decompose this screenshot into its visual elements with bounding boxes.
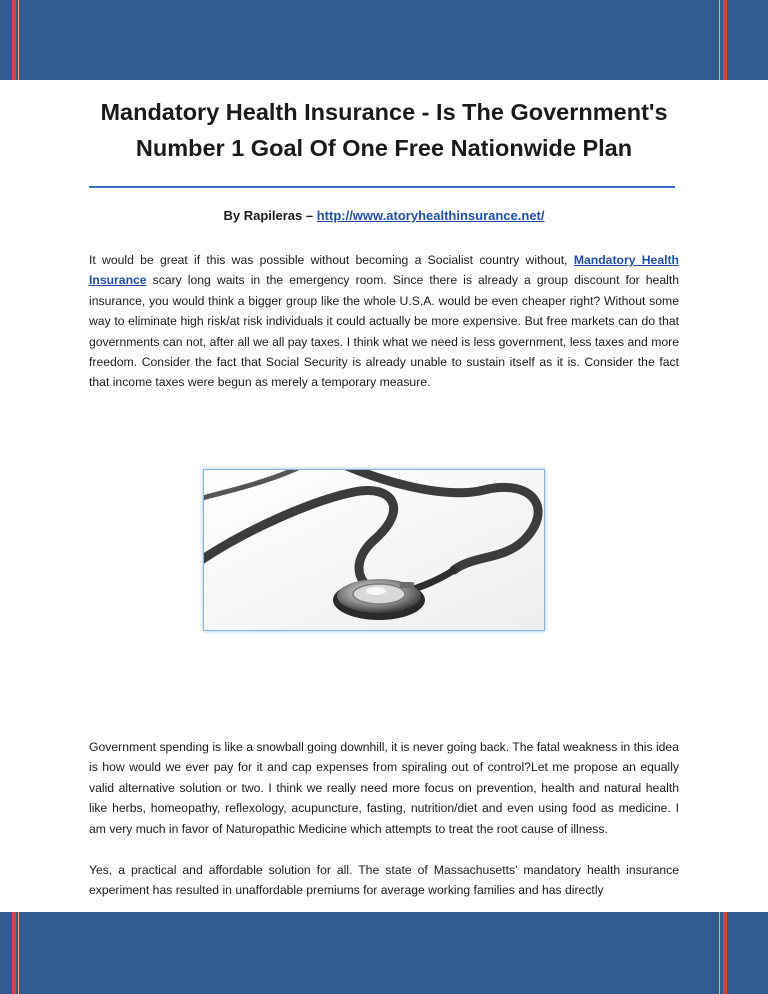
- paragraph-3: Yes, a practical and affordable solution for all. The state of Massachusetts' mandatory health insurance experiment has resulted in unaffordable premiums for average working families and has directly: [89, 863, 679, 898]
- header-stripe-right-thin: [719, 0, 720, 80]
- paragraph-1: [89, 250, 679, 393]
- byline: [89, 208, 679, 223]
- byline-author: By Rapileras –: [223, 208, 317, 223]
- byline-link[interactable]: http://www.atoryhealthinsurance.net/: [316, 208, 545, 223]
- footer-stripe-left-thin: [18, 912, 19, 994]
- paragraph-1-rest: scary long waits in the emergency room. Since there is already a group discount for health insurance, you would think a bigger group like the whole U.S.A. would be even cheaper right? Without some way to eliminate high risk/at risk individuals it could actually be more expensive. But free markets can do that governments can not, after all we all pay taxes. I think what we need is less government, less taxes and more freedom. Consider the fact that Social Security is already unable to sustain itself as it is. Consider the fact that income taxes were begun as merely a temporary measure.: [89, 273, 679, 390]
- page-title: Mandatory Health Insurance - Is The Government's Number 1 Goal Of One Free Nationwide Plan: [100, 99, 668, 161]
- mandatory-health-insurance-link[interactable]: Mandatory Health Insurance: [89, 253, 679, 288]
- footer-stripe-right: [723, 912, 727, 994]
- stethoscope-image: [203, 469, 545, 631]
- stethoscope-icon: [204, 470, 544, 630]
- paragraph-2: Government spending is like a snowball going downhill, it is never going back. The fatal weakness in this idea is how would we ever pay for it and cap expenses from spiraling out of control?Let me propose an equally valid alternative solution or two. I think we really need more focus on prevention, health and natural health like herbs, homeopathy, reflexology, acupuncture, fasting, nutrition/diet and even using food as medicine. I am very much in favor of Naturopathic Medicine which attempts to treat the root cause of illness.: [89, 740, 679, 836]
- footer-band: [0, 912, 768, 994]
- title-divider: [89, 186, 675, 188]
- footer-stripe-right-thin: [719, 912, 720, 994]
- header-stripe-left: [12, 0, 16, 80]
- header-stripe-left-thin: [18, 0, 19, 80]
- paragraph-1-lead: It would be great if this was possible without becoming a Socialist country without,: [89, 253, 574, 267]
- header-stripe-right: [723, 0, 727, 80]
- footer-stripe-left: [12, 912, 16, 994]
- header-band: [0, 0, 768, 80]
